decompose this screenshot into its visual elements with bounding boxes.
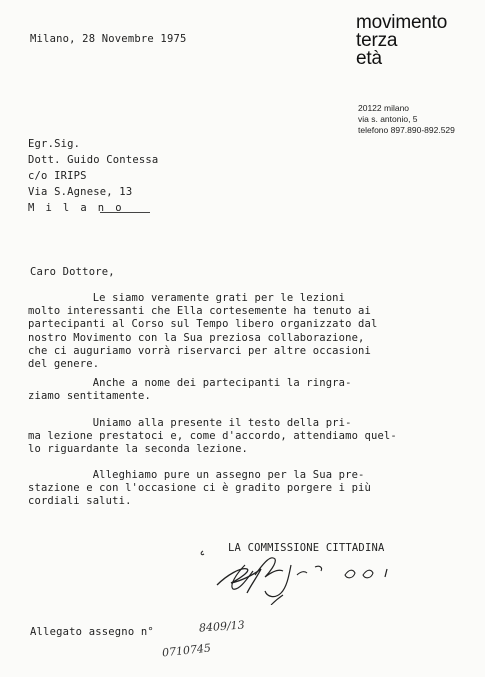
- body-paragraph: [28, 292, 377, 371]
- recipient-line: Via S.Agnese, 13: [28, 186, 133, 198]
- body-paragraph: [28, 377, 352, 403]
- recipient-city: M i l a n o: [28, 202, 124, 214]
- body-line: cordiali saluti.: [28, 495, 132, 508]
- letterhead-name: [356, 14, 447, 68]
- body-line: ma lezione prestatoci e, come d'accordo, attendiamo quel-: [28, 430, 397, 443]
- address-line: via s. antonio, 5: [358, 114, 418, 124]
- enclosure-check-number: 8409/13: [198, 618, 246, 635]
- body-line: che ci auguriamo vorrà riservarci per altre occasioni: [28, 344, 371, 357]
- salutation: Caro Dottore,: [30, 266, 115, 278]
- recipient-line: Dott. Guido Contessa: [28, 154, 159, 166]
- body-line: Alleghiamo pure un assegno per la Sua pre-: [28, 469, 365, 481]
- recipient-line: Egr.Sig.: [28, 138, 81, 150]
- body-line: molto interessanti che Ella cortesemente ha tenuto ai: [28, 305, 371, 318]
- address-line: 20122 milano: [358, 103, 410, 113]
- body-line: Anche a nome dei partecipanti la ringra-: [28, 377, 352, 389]
- body-line: stazione e con l'occasione ci è gradito porgere i più: [28, 482, 371, 495]
- body-line: Le siamo veramente grati per le lezioni: [28, 292, 346, 304]
- enclosure-handwritten-code: 0710745: [161, 641, 212, 660]
- body-line: partecipanti al Corso sul Tempo libero organizzato dal: [28, 318, 378, 331]
- letterhead-line: età: [356, 48, 382, 69]
- handwritten-signature: [195, 545, 415, 605]
- letterhead-line: terza: [356, 30, 398, 51]
- body-line: del genere.: [28, 358, 100, 371]
- recipient-line: c/o IRIPS: [28, 170, 87, 182]
- enclosure-label: Allegato assegno n°: [30, 626, 154, 638]
- body-line: ziamo sentitamente.: [28, 390, 151, 403]
- letterhead-line: movimento: [356, 12, 448, 33]
- body-paragraph: [28, 417, 397, 457]
- address-line: telefono 897.890-892.529: [358, 125, 455, 135]
- body-paragraph: [28, 469, 371, 509]
- body-line: lo riguardante la seconda lezione.: [28, 443, 249, 456]
- body-line: Uniamo alla presente il testo della pri-: [28, 417, 352, 429]
- body-line: nostro Movimento con la Sua preziosa collaborazione,: [28, 331, 365, 344]
- closing-line: LA COMMISSIONE CITTADINA: [228, 542, 385, 554]
- letterhead-address: [358, 103, 455, 136]
- date-line: Milano, 28 Novembre 1975: [30, 33, 187, 45]
- city-underline: [100, 212, 150, 213]
